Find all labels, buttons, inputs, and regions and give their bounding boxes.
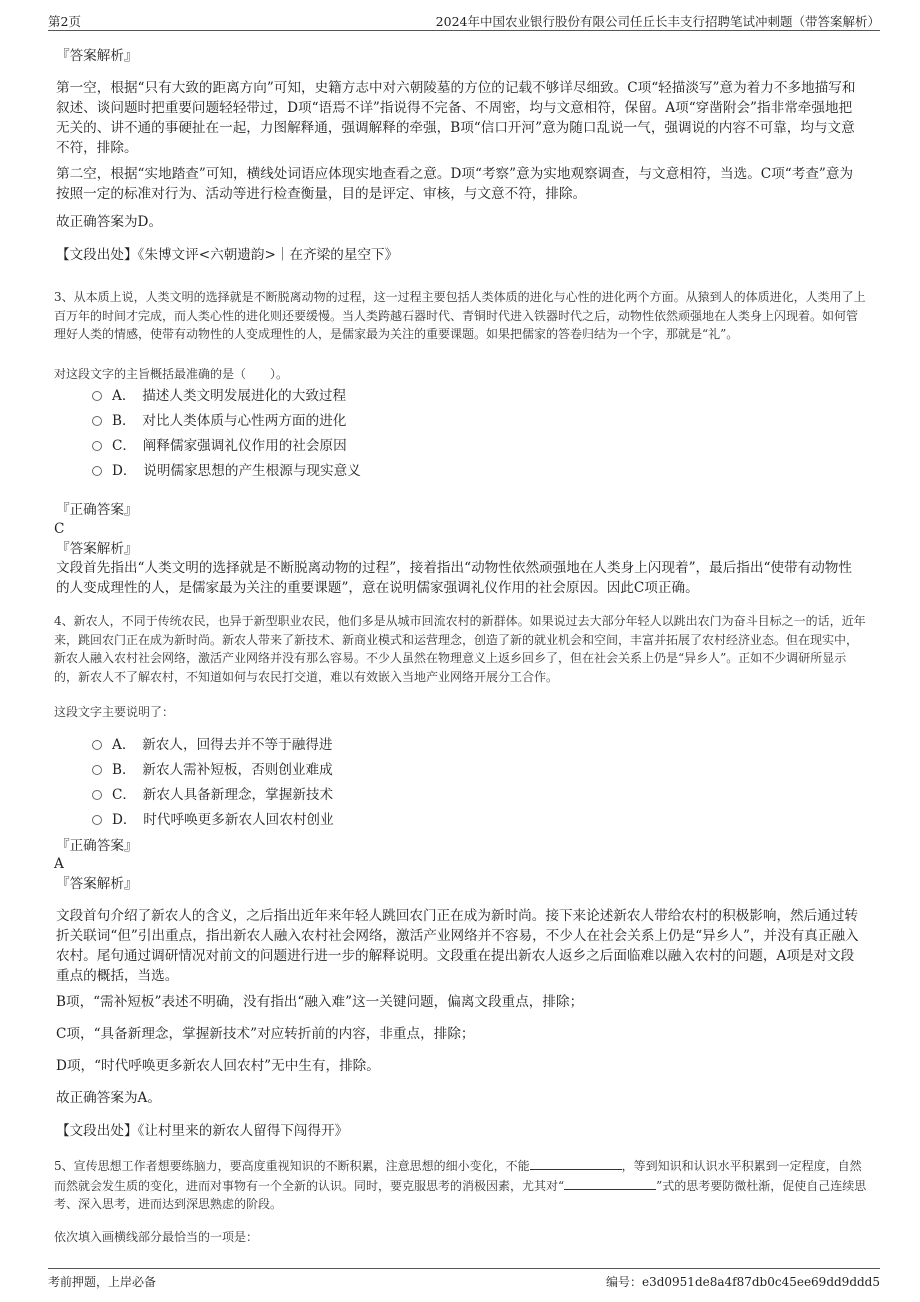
answer-conclusion: 故正确答案为D。 xyxy=(56,214,163,230)
q4-analysis: 文段首句介绍了新农人的含义，之后指出近年来年轻人跳回农门正在成为新时尚。接下来论述新农人带给农村的积极影响，然后通过转折关联词“但”引出重点，指出新农人融入农村社会网络，激活产业网络并不容易，不少人在社会关系上仍是“异乡人”，并没有真正融入农村。尾句通过调研情况对前文的问题进行进一步的解释说明。文段重在提出新农人返乡之后面临难以融入农村的问题，A项是对文段重点的概括，当选。 xyxy=(56,908,859,984)
fill-blank-1 xyxy=(530,1156,622,1170)
q4-option-c-analysis: C项，“具备新理念，掌握新技术”对应转折前的内容，非重点，排除； xyxy=(56,1026,475,1042)
fill-blank-2 xyxy=(564,1176,656,1190)
question-4-text: 4、新农人，不同于传统农民，也异于新型职业农民，他们多是从城市回流农村的新群体。如果说过去大部分年轻人以跳出农门为奋斗目标之一的话，近年来，跳回农门正在成为新时尚。新农人带来了新技术、新商业模式和运营理念，创造了新的就业机会和空间，丰富并拓展了农村经济业态。但在现实中，新农人融入农村社会网络，激活产业网络并没有那么容易。不少人虽然在物理意义上返乡回乡了，但在社会关系上仍是“异乡人”。正如不少调研所显示的，新农人不了解农村，不知道如何与农民打交道，难以有效嵌入当地产业网络开展分工合作。 xyxy=(54,614,866,684)
q3-analysis: 文段首先指出“人类文明的选择就是不断脱离动物的过程”，接着指出“动物性依然顽强地在人类身上闪现着”，最后指出“使带有动物性的人变成理性的人，是儒家最为关注的重要课题”，意在说明儒家强调礼仪作用的社会原因。因此C项正确。 xyxy=(56,560,852,596)
q4-source-note: 【文段出处】《让村里来的新农人留得下闯得开》 xyxy=(56,1123,349,1139)
radio-icon[interactable] xyxy=(92,740,102,750)
radio-icon[interactable] xyxy=(92,466,102,476)
page-footer xyxy=(48,1268,880,1289)
q4-option-a[interactable]: A． 新农人，回得去并不等于融得进 xyxy=(92,735,333,755)
q3-correct-answer-label: 『正确答案』 xyxy=(56,502,138,518)
radio-icon[interactable] xyxy=(92,441,102,451)
question-5-text: 5、宣传思想工作者想要练脑力，要高度重视知识的不断积累，注意思想的细小变化，不能 ，等到知识和认识水平积累到一定程度，自然而然就会发生质的变化，进而对事物有一个全新的认识。同时，要克服思考的消极因素，尤其对“ ”式的思考要防微杜渐，促使自己连续思考、深入思考，进而达到深思熟虑的阶段。 xyxy=(54,1156,869,1214)
q4-option-b-analysis: B项，“需补短板”表述不明确，没有指出“融入难”这一关键问题，偏离文段重点，排除； xyxy=(56,994,584,1010)
page-header xyxy=(48,10,880,31)
q3-option-c[interactable]: C． 阐释儒家强调礼仪作用的社会原因 xyxy=(92,436,347,456)
radio-icon[interactable] xyxy=(92,790,102,800)
q4-option-d-analysis: D项，“时代呼唤更多新农人回农村”无中生有，排除。 xyxy=(56,1058,380,1074)
q4-analysis-label: 『答案解析』 xyxy=(56,876,138,892)
radio-icon[interactable] xyxy=(92,815,102,825)
q3-analysis-label: 『答案解析』 xyxy=(56,541,138,557)
analysis-paragraph-1: 第一空，根据“只有大致的距离方向”可知，史籍方志中对六朝陵墓的方位的记载不够详尽细致。C项“轻描淡写”意为着力不多地描写和叙述、谈问题时把重要问题轻轻带过，D项“语焉不详”指说得不完备、不周密，均与文意相符，保留。A项“穿凿附会”指非常牵强地把无关的、讲不通的事硬扯在一起，力图解释通，强调解释的牵强，B项“信口开河”意为随口乱说一气，强调说的内容不可靠，均与文意不符，排除。 xyxy=(56,80,856,156)
q4-answer-conclusion: 故正确答案为A。 xyxy=(56,1090,161,1106)
question-3-prompt: 对这段文字的主旨概括最准确的是（ ）。 xyxy=(54,367,289,381)
radio-icon[interactable] xyxy=(92,765,102,775)
question-5-prompt: 依次填入画横线部分最恰当的一项是： xyxy=(54,1230,259,1244)
q3-option-b[interactable]: B． 对比人类体质与心性两方面的进化 xyxy=(92,411,346,431)
question-3-text: 3、从本质上说，人类文明的选择就是不断脱离动物的过程，这一过程主要包括人类体质的进化与心性的进化两个方面。从猿到人的体质进化，人类用了上百万年的时间才完成，而人类心性的进化则还要缓慢。当人类跨越石器时代、青铜时代进入铁器时代之后，动物性依然顽强地在人类身上闪现着。如何管理好人类的情感，使带有动物性的人变成理性的人，是儒家最为关注的重要课题。如果把儒家的答卷归结为一个字，那就是“礼”。 xyxy=(54,290,866,341)
source-note: 【文段出处】《朱博文评<六朝遗韵>｜在齐梁的星空下》 xyxy=(56,247,399,263)
q4-option-d[interactable]: D． 时代呼唤更多新农人回农村创业 xyxy=(92,810,334,830)
q3-option-d[interactable]: D． 说明儒家思想的产生根源与现实意义 xyxy=(92,461,361,481)
page-number: 第2页 xyxy=(48,14,81,29)
radio-icon[interactable] xyxy=(92,416,102,426)
q4-correct-answer-label: 『正确答案』 xyxy=(56,838,138,854)
q3-correct-answer: C xyxy=(54,521,65,537)
q3-option-a[interactable]: A． 描述人类文明发展进化的大致过程 xyxy=(92,386,346,406)
analysis-paragraph-2: 第二空，根据“实地踏查”可知，横线处词语应体现实地查看之意。D项“考察”意为实地观察调查，与文意相符，当选。C项“考查”意为按照一定的标准对行为、活动等进行检查衡量，目的是评定、审核，与文意不符，排除。 xyxy=(56,166,854,202)
document-title: 2024年中国农业银行股份有限公司任丘长丰支行招聘笔试冲刺题（带答案解析） xyxy=(435,14,880,29)
q4-option-c[interactable]: C． 新农人具备新理念，掌握新技术 xyxy=(92,785,333,805)
radio-icon[interactable] xyxy=(92,391,102,401)
question-4-prompt: 这段文字主要说明了： xyxy=(54,705,175,719)
answer-analysis-label: 『答案解析』 xyxy=(56,48,138,64)
q4-option-b[interactable]: B． 新农人需补短板，否则创业难成 xyxy=(92,760,333,780)
q4-correct-answer: A xyxy=(54,856,64,872)
document-code: 编号：e3d0951de8a4f87db0c45ee69dd9ddd5 xyxy=(605,1275,880,1289)
footer-slogan: 考前押题，上岸必备 xyxy=(48,1275,157,1289)
